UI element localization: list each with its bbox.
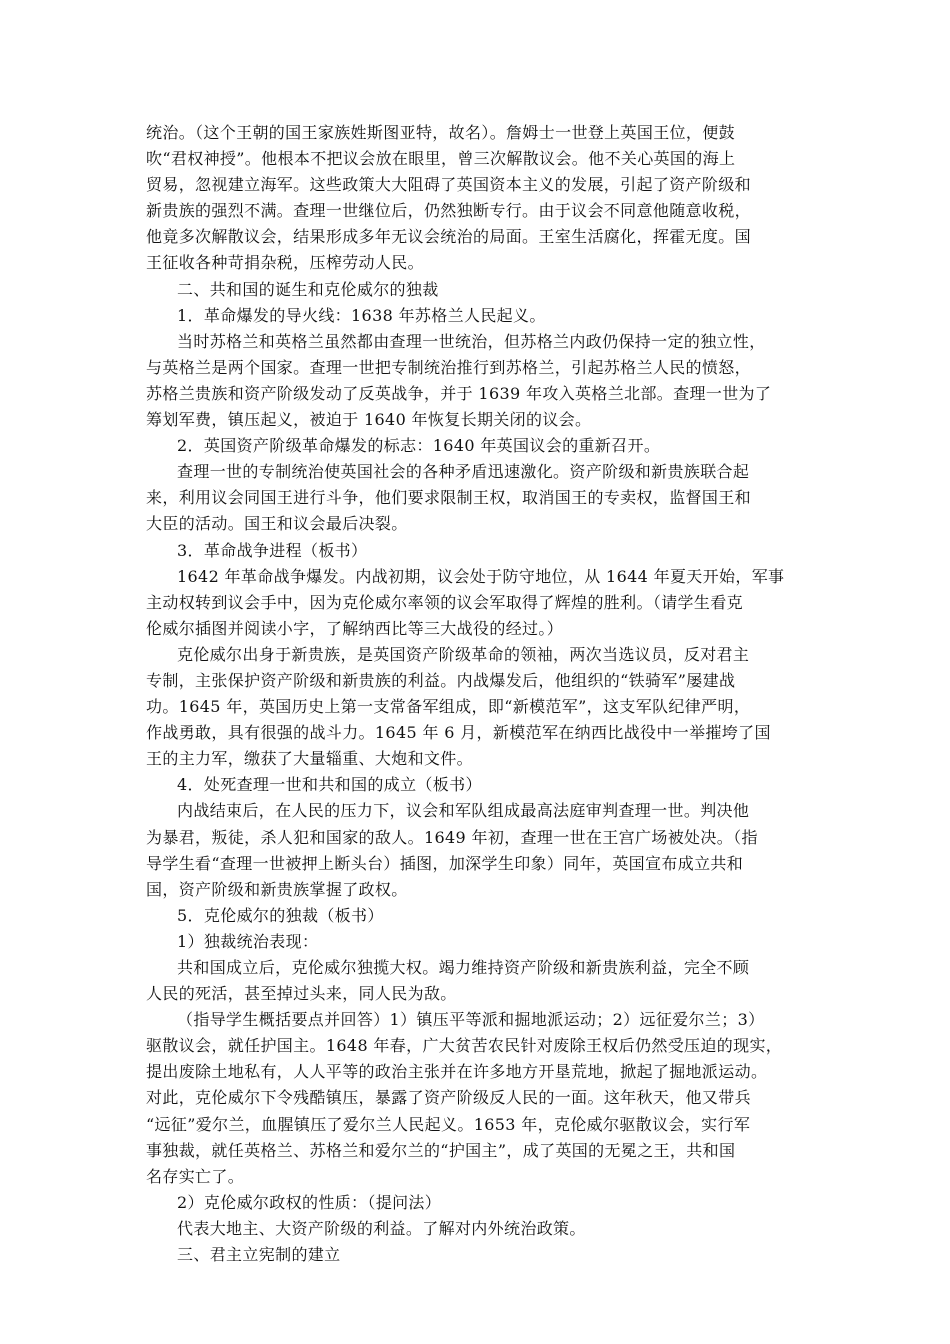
text-line: 吹“君权神授”。他根本不把议会放在眼里，曾三次解散议会。他不关心英国的海上	[146, 149, 736, 169]
text-line: 王征收各种苛捐杂税，压榨劳动人民。	[146, 253, 424, 273]
text-line: 人民的死活，甚至掉过头来，同人民为敌。	[146, 984, 457, 1004]
text-line: 2）克伦威尔政权的性质：（提问法）	[177, 1192, 442, 1212]
document-body	[146, 120, 804, 1268]
text-line: 主动权转到议会手中，因为克伦威尔率领的议会军取得了辉煌的胜利。（请学生看克	[146, 592, 743, 612]
text-line: （指导学生概括要点并回答）1）镇压平等派和掘地派运动；2）远征爱尔兰；3）	[177, 1010, 765, 1030]
text-line: 事独裁，就任英格兰、苏格兰和爱尔兰的“护国主”，成了英国的无冕之王，共和国	[146, 1140, 736, 1160]
text-line: 内战结束后，在人民的压力下，议会和军队组成最高法庭审判查理一世。判决他	[177, 801, 750, 821]
text-line: 筹划军费，镇压起义，被迫于 1640 年恢复长期关闭的议会。	[146, 410, 592, 430]
text-line: 1．革命爆发的导火线：1638 年苏格兰人民起义。	[177, 305, 546, 325]
text-line: 克伦威尔出身于新贵族，是英国资产阶级革命的领袖，两次当选议员，反对君主	[177, 644, 750, 664]
text-line: 提出废除土地私有，人人平等的政治主张并在许多地方开垦荒地，掀起了掘地派运动。	[146, 1062, 768, 1082]
text-line: 与英格兰是两个国家。查理一世把专制统治推行到苏格兰，引起苏格兰人民的愤怒，	[146, 357, 751, 377]
text-line: 统治。（这个王朝的国王家族姓斯图亚特，故名）。詹姆士一世登上英国王位，便鼓	[146, 123, 735, 142]
text-line: 当时苏格兰和英格兰虽然都由查理一世统治，但苏格兰内政仍保持一定的独立性，	[177, 331, 766, 351]
text-line: 查理一世的专制统治使英国社会的各种矛盾迅速激化。资产阶级和新贵族联合起	[177, 462, 750, 482]
text-line: 名存实亡了。	[146, 1166, 245, 1186]
text-line: 为暴君，叛徒，杀人犯和国家的敌人。1649 年初，查理一世在王宫广场被处决。（指	[146, 827, 758, 847]
text-line: 对此，克伦威尔下令残酷镇压，暴露了资产阶级反人民的一面。这年秋天，他又带兵	[146, 1088, 751, 1108]
text-line: 三、君主立宪制的建立	[177, 1245, 341, 1265]
text-line: 国，资产阶级和新贵族掌握了政权。	[146, 879, 408, 899]
text-line: “远征”爱尔兰，血腥镇压了爱尔兰人民起义。1653 年，克伦威尔驱散议会，实行军	[146, 1114, 751, 1134]
text-line: 王的主力军，缴获了大量辎重、大炮和文件。	[146, 749, 474, 769]
text-line: 4．处死查理一世和共和国的成立（板书）	[177, 775, 482, 795]
text-line: 3．革命战争进程（板书）	[177, 540, 368, 560]
text-line: 5．克伦威尔的独裁（板书）	[177, 905, 384, 925]
text-line: 大臣的活动。国王和议会最后决裂。	[146, 514, 408, 534]
text-line: 他竟多次解散议会，结果形成多年无议会统治的局面。王室生活腐化，挥霍无度。国	[146, 227, 751, 247]
text-line: 伦威尔插图并阅读小字，了解纳西比等三大战役的经过。）	[146, 618, 564, 638]
text-line: 苏格兰贵族和资产阶级发动了反英战争，并于 1639 年攻入英格兰北部。查理一世为了	[146, 383, 772, 403]
text-line: 专制，主张保护资产阶级和新贵族的利益。内战爆发后，他组织的“铁骑军”屡建战	[146, 670, 736, 690]
text-line: 功。1645 年，英国历史上第一支常备军组成，即“新模范军”，这支军队纪律严明，	[146, 697, 751, 717]
text-line: 代表大地主、大资产阶级的利益。了解对内外统治政策。	[177, 1218, 586, 1238]
text-line: 共和国成立后，克伦威尔独揽大权。竭力维持资产阶级和新贵族利益，完全不顾	[177, 958, 750, 977]
text-line: 1）独裁统治表现：	[177, 931, 319, 951]
text-line: 来，利用议会同国王进行斗争，他们要求限制王权，取消国王的专卖权，监督国王和	[146, 488, 751, 508]
text-line: 导学生看“查理一世被押上断头台）插图，加深学生印象）同年，英国宣布成立共和	[146, 853, 744, 873]
text-line: 贸易，忽视建立海军。这些政策大大阻碍了英国资本主义的发展，引起了资产阶级和	[146, 175, 751, 195]
text-line: 作战勇敢，具有很强的战斗力。1645 年 6 月，新模范军在纳西比战役中一举摧垮了国	[146, 723, 771, 743]
text-line: 新贵族的强烈不满。查理一世继位后，仍然独断专行。由于议会不同意他随意收税，	[146, 201, 751, 221]
text-line: 驱散议会，就任护国主。1648 年春，广大贫苦农民针对废除王权后仍然受压迫的现实，	[146, 1036, 783, 1056]
text-line: 1642 年革命战争爆发。内战初期，议会处于防守地位，从 1644 年夏天开始，军事	[177, 566, 785, 586]
text-line: 2．英国资产阶级革命爆发的标志：1640 年英国议会的重新召开。	[177, 436, 661, 456]
text-line: 二、共和国的诞生和克伦威尔的独裁	[177, 279, 439, 299]
